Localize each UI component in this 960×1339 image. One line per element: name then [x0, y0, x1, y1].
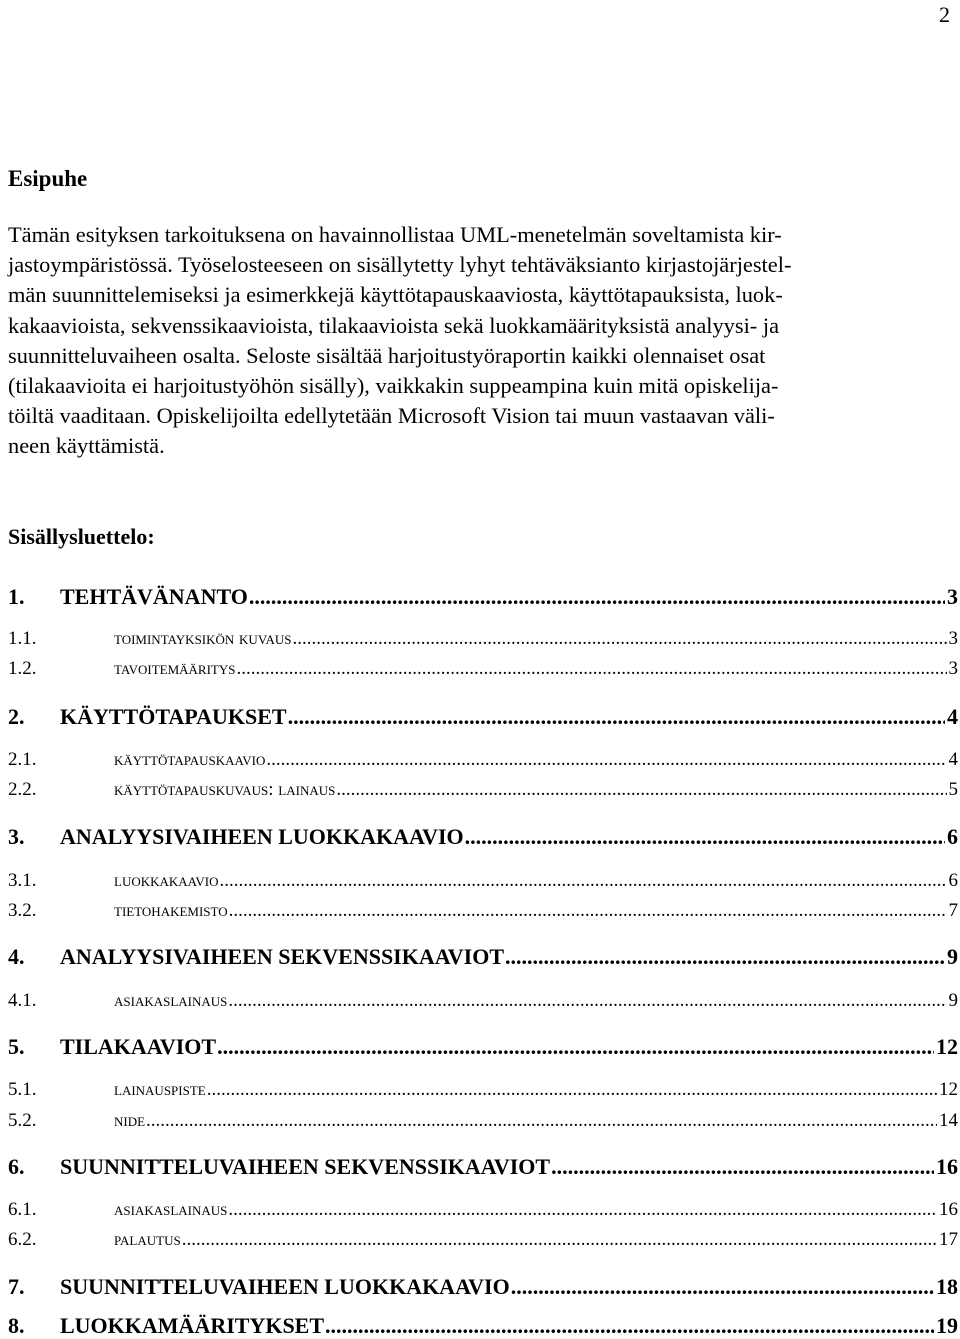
- toc-heading: Sisällysluettelo:: [8, 524, 155, 549]
- toc-leader-dots: [182, 1229, 937, 1251]
- toc-entry[interactable]: [8, 1154, 958, 1180]
- preface-line: töiltä vaaditaan. Opiskelijoilta edellytetään Microsoft Vision tai muun vastaavan väli-: [8, 403, 775, 429]
- toc-entry-number: 8.: [8, 1313, 25, 1338]
- toc-entry-number: 2.2.: [8, 779, 37, 800]
- preface-heading: Esipuhe: [8, 166, 88, 191]
- toc-entry-number: 2.: [8, 704, 25, 729]
- toc-entry[interactable]: [8, 944, 958, 970]
- toc-entry-page: 4: [948, 749, 958, 770]
- toc-leader-dots: [511, 1274, 934, 1300]
- toc-entry[interactable]: [8, 824, 958, 850]
- toc-entry[interactable]: [8, 1274, 958, 1300]
- toc-entry-number: 6.: [8, 1154, 25, 1179]
- toc-entry-number: 3.1.: [8, 870, 37, 891]
- toc-entry-page: 6: [947, 824, 958, 849]
- preface-line: suunnitteluvaiheen osalta. Seloste sisältää harjoitustyöraportin kaikki olennaiset osat: [8, 342, 766, 368]
- preface-line-last: neen käyttämistä.: [8, 433, 165, 459]
- toc-leader-dots: [325, 1313, 934, 1339]
- toc-entry-page: 4: [947, 704, 958, 729]
- toc-leader-dots: [249, 584, 945, 610]
- toc-entry-number: 3.2.: [8, 900, 37, 921]
- toc-leader-dots: [505, 944, 945, 970]
- toc-entry[interactable]: [8, 1313, 958, 1339]
- toc-entry-title: tavoitemääritys: [114, 658, 236, 679]
- toc-entry-number: 4.: [8, 944, 25, 969]
- toc-leader-dots: [551, 1154, 934, 1180]
- toc-subentry[interactable]: [8, 1229, 958, 1251]
- toc-subentry[interactable]: [8, 1110, 958, 1132]
- preface-line: jastoympäristössä. Työselosteeseen on sisällytetty lyhyt tehtäväksianto kirjastojärjestel-: [8, 252, 792, 278]
- toc-entry-page: 18: [936, 1274, 958, 1299]
- toc-entry-title: palautus: [114, 1229, 181, 1250]
- toc-leader-dots: [288, 704, 945, 730]
- toc-entry-number: 6.1.: [8, 1199, 37, 1220]
- toc-leader-dots: [293, 628, 947, 650]
- preface-paragraph: [8, 220, 952, 462]
- toc-entry-page: 3: [948, 628, 958, 649]
- toc-leader-dots: [465, 824, 945, 850]
- toc-entry-title: käyttötapauskaavio: [114, 749, 266, 770]
- toc-leader-dots: [228, 1199, 937, 1221]
- toc-entry-title: lainauspiste: [114, 1079, 206, 1100]
- preface-line: kakaavioista, sekvenssikaavioista, tilakaavioista sekä luokkamäärityksistä analyysi- ja: [8, 312, 780, 338]
- toc-entry-page: 17: [939, 1229, 958, 1250]
- toc-entry-page: 12: [936, 1034, 958, 1059]
- toc-entry-number: 5.: [8, 1034, 25, 1059]
- toc-subentry[interactable]: [8, 900, 958, 922]
- toc-entry[interactable]: [8, 584, 958, 610]
- toc-entry-number: 6.2.: [8, 1229, 37, 1250]
- toc-entry-number: 4.1.: [8, 990, 37, 1011]
- toc-entry-title: KÄYTTÖTAPAUKSET: [60, 704, 287, 729]
- preface-line: Tämän esityksen tarkoituksena on havainnollistaa UML-menetelmän soveltamista kir-: [8, 222, 782, 247]
- toc-subentry[interactable]: [8, 749, 958, 771]
- toc-entry-title: ANALYYSIVAIHEEN LUOKKAKAAVIO: [60, 824, 464, 849]
- toc-leader-dots: [217, 1034, 934, 1060]
- toc-subentry[interactable]: [8, 1199, 958, 1221]
- toc-entry[interactable]: [8, 1034, 958, 1060]
- page-number: 2: [939, 2, 950, 27]
- toc-entry-title: SUUNNITTELUVAIHEEN LUOKKAKAAVIO: [60, 1274, 510, 1299]
- toc-entry-page: 7: [948, 900, 958, 921]
- toc-subentry[interactable]: [8, 870, 958, 892]
- toc-entry-page: 16: [939, 1199, 958, 1220]
- toc-entry-title: SUUNNITTELUVAIHEEN SEKVENSSIKAAVIOT: [60, 1154, 551, 1179]
- preface-line: (tilakaavioita ei harjoitustyöhön sisälly), vaikkakin suppeampina kuin mitä opiskelija-: [8, 373, 779, 399]
- toc-entry-title: asiakaslainaus: [114, 1199, 228, 1220]
- toc-entry-page: 5: [948, 779, 958, 800]
- toc-entry-page: 9: [947, 944, 958, 969]
- toc-subentry[interactable]: [8, 1079, 958, 1101]
- toc-leader-dots: [146, 1110, 937, 1132]
- toc-leader-dots: [336, 779, 946, 801]
- toc-entry-title: LUOKKAMÄÄRITYKSET: [60, 1313, 325, 1338]
- toc-leader-dots: [207, 1079, 937, 1101]
- toc-entry-number: 2.1.: [8, 749, 37, 770]
- toc-entry-number: 5.1.: [8, 1079, 37, 1100]
- toc-entry-page: 16: [936, 1154, 958, 1179]
- toc-leader-dots: [229, 900, 947, 922]
- toc-entry-title: TILAKAAVIOT: [60, 1034, 217, 1059]
- toc-entry-page: 9: [948, 990, 958, 1011]
- toc-entry-title: toimintayksikön kuvaus: [114, 628, 292, 649]
- toc-entry-title: käyttötapauskuvaus: lainaus: [114, 779, 336, 800]
- toc-entry-number: 7.: [8, 1274, 25, 1299]
- toc-entry-page: 3: [947, 584, 958, 609]
- toc-entry-title: ANALYYSIVAIHEEN SEKVENSSIKAAVIOT: [60, 944, 505, 969]
- preface-line: män suunnittelemiseksi ja esimerkkejä käyttötapauskaaviosta, käyttötapauksista, luok-: [8, 282, 783, 308]
- toc-leader-dots: [228, 990, 946, 1012]
- toc-entry-title: TEHTÄVÄNANTO: [60, 584, 248, 609]
- toc-entry-number: 5.2.: [8, 1110, 37, 1131]
- toc-entry-page: 19: [936, 1313, 958, 1338]
- toc-entry-number: 1.1.: [8, 628, 37, 649]
- toc-entry[interactable]: [8, 704, 958, 730]
- toc-leader-dots: [237, 658, 947, 680]
- toc-entry-title: asiakaslainaus: [114, 990, 228, 1011]
- toc-subentry[interactable]: [8, 628, 958, 650]
- toc-subentry[interactable]: [8, 990, 958, 1012]
- toc-entry-page: 14: [939, 1110, 958, 1131]
- toc-entry-number: 1.2.: [8, 658, 37, 679]
- toc-entry-title: tietohakemisto: [114, 900, 228, 921]
- toc-entry-page: 3: [948, 658, 958, 679]
- toc-entry-page: 12: [939, 1079, 958, 1100]
- toc-entry-title: luokkakaavio: [114, 870, 219, 891]
- toc-leader-dots: [266, 749, 946, 771]
- toc-entry-number: 1.: [8, 584, 25, 609]
- toc-leader-dots: [219, 870, 946, 892]
- toc-entry-title: nide: [114, 1110, 146, 1131]
- toc-entry-number: 3.: [8, 824, 25, 849]
- toc-subentry[interactable]: [8, 779, 958, 801]
- toc-subentry[interactable]: [8, 658, 958, 680]
- toc-entry-page: 6: [948, 870, 958, 891]
